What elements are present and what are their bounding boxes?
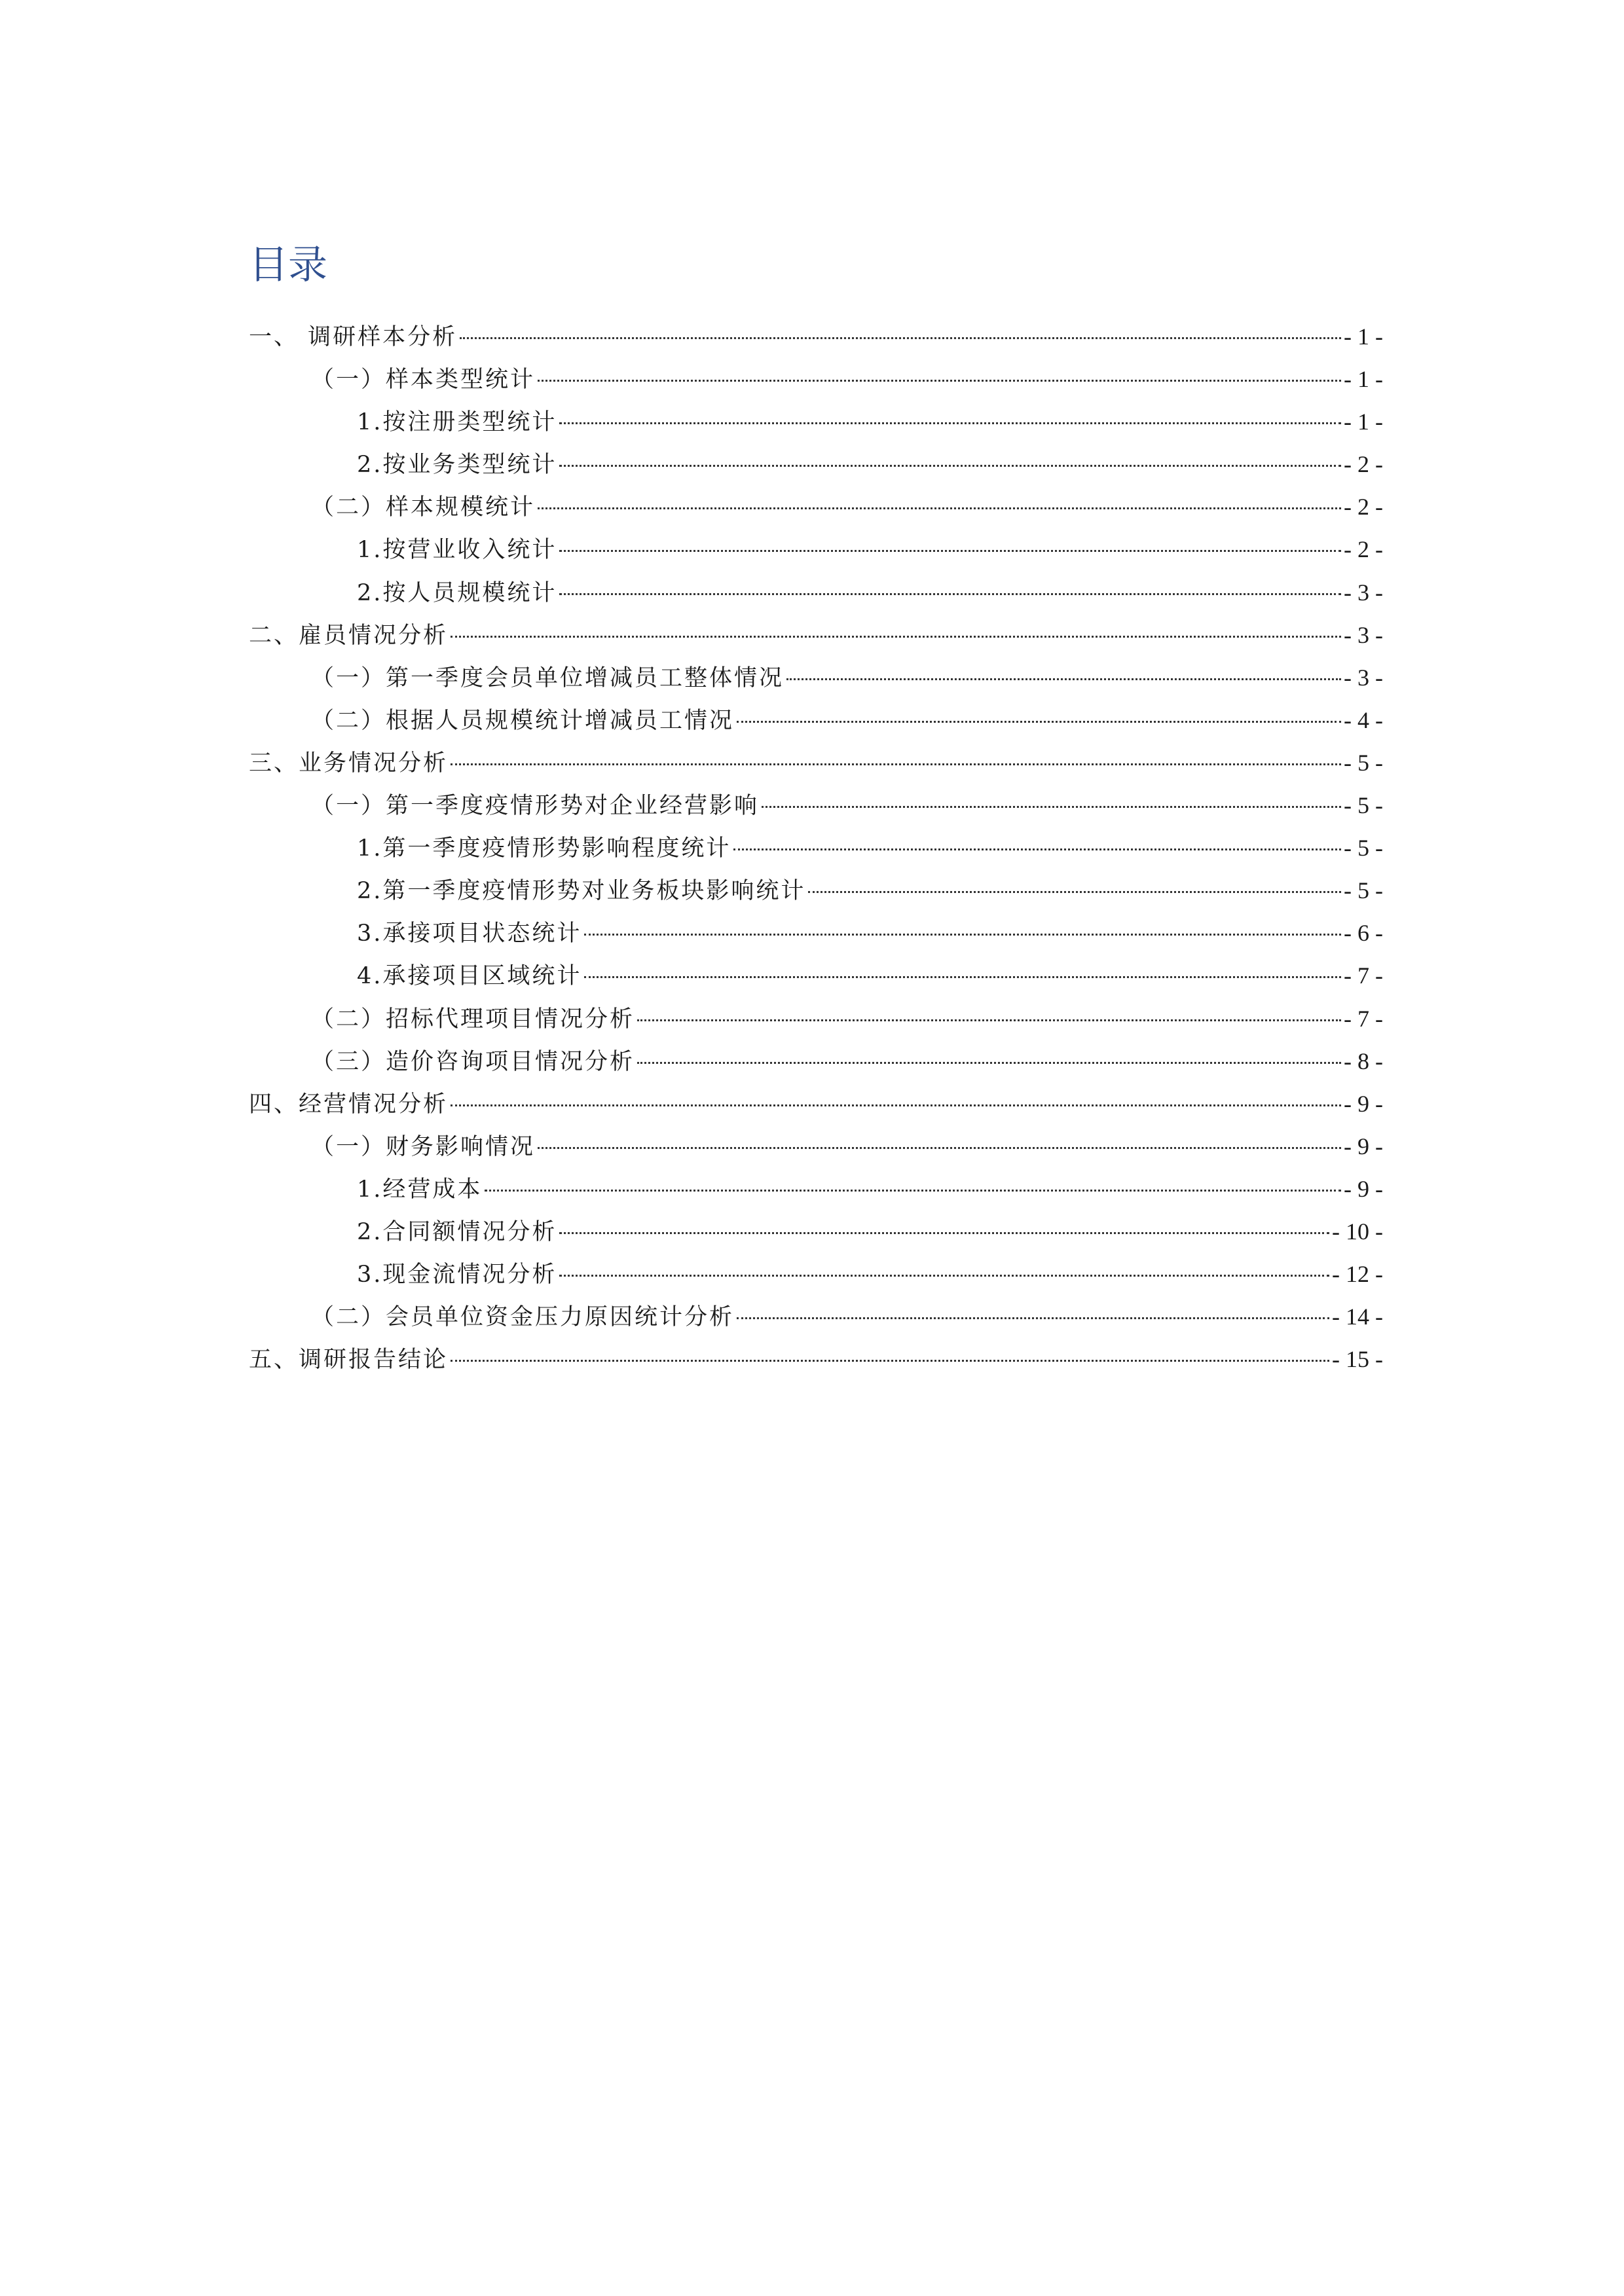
toc-dot-leader	[559, 593, 1341, 595]
toc-dot-leader	[538, 380, 1341, 382]
toc-entry-page-number: - 5 -	[1344, 792, 1383, 819]
toc-entry-page-number: - 7 -	[1344, 1005, 1383, 1032]
toc-entry-page-number: - 7 -	[1344, 962, 1383, 989]
toc-entry[interactable]	[249, 486, 1383, 528]
toc-entry[interactable]	[249, 614, 1383, 657]
toc-entry[interactable]	[249, 1125, 1383, 1168]
toc-entry-label: （一）第一季度疫情形势对企业经营影响	[311, 793, 760, 820]
toc-dot-leader	[584, 976, 1341, 978]
toc-entry-label: （三）造价咨询项目情况分析	[311, 1048, 635, 1075]
toc-dot-leader	[451, 1104, 1341, 1106]
toc-entry-page-number: - 1 -	[1344, 366, 1383, 393]
toc-entry-label: （一）样本类型统计	[311, 367, 536, 393]
toc-entry-page-number: - 1 -	[1344, 323, 1383, 350]
toc-entry-label: 2.按人员规模统计	[357, 579, 557, 606]
toc-dot-leader	[584, 934, 1341, 936]
toc-entry[interactable]	[249, 912, 1383, 955]
toc-entry-label: 2.第一季度疫情形势对业务板块影响统计	[357, 878, 806, 905]
toc-entry-page-number: - 2 -	[1344, 536, 1383, 563]
toc-entry[interactable]	[249, 1338, 1383, 1381]
toc-entry-label: 三、业务情况分析	[249, 750, 449, 776]
toc-entry[interactable]	[249, 1168, 1383, 1211]
toc-entry-page-number: - 14 -	[1332, 1303, 1383, 1330]
toc-entry-page-number: - 4 -	[1344, 706, 1383, 733]
toc-entry-label: 1.第一季度疫情形势影响程度统计	[357, 835, 731, 862]
toc-entry-label: 2.按业务类型统计	[357, 452, 557, 479]
toc-entry-label: （二）招标代理项目情况分析	[311, 1006, 635, 1032]
toc-dot-leader	[737, 1317, 1329, 1319]
toc-dot-leader	[637, 1019, 1341, 1021]
toc-entry-label: 五、调研报告结论	[249, 1347, 449, 1374]
toc-list	[249, 316, 1383, 1381]
toc-entry-page-number: - 1 -	[1344, 409, 1383, 435]
toc-dot-leader	[451, 763, 1341, 765]
toc-entry[interactable]	[249, 528, 1383, 571]
toc-entry-page-number: - 5 -	[1344, 877, 1383, 904]
toc-entry[interactable]	[249, 784, 1383, 827]
toc-entry-label: （二）样本规模统计	[311, 494, 536, 521]
toc-entry-label: 1.按营业收入统计	[357, 537, 557, 564]
toc-dot-leader	[451, 1360, 1329, 1362]
toc-dot-leader	[460, 337, 1341, 339]
toc-entry[interactable]	[249, 742, 1383, 784]
toc-entry[interactable]	[249, 1040, 1383, 1083]
toc-entry[interactable]	[249, 699, 1383, 742]
toc-entry-label: 二、雇员情况分析	[249, 622, 449, 649]
toc-entry[interactable]	[249, 358, 1383, 401]
toc-entry[interactable]	[249, 955, 1383, 997]
toc-entry-page-number: - 3 -	[1344, 621, 1383, 648]
toc-entry-label: 3.现金流情况分析	[357, 1262, 557, 1288]
toc-entry-page-number: - 3 -	[1344, 579, 1383, 606]
toc-entry-page-number: - 9 -	[1344, 1175, 1383, 1202]
toc-entry-page-number: - 12 -	[1332, 1261, 1383, 1288]
toc-dot-leader	[559, 550, 1341, 552]
toc-entry-label: 1.按注册类型统计	[357, 409, 557, 436]
toc-entry-label: 2.合同额情况分析	[357, 1218, 557, 1245]
toc-entry[interactable]	[249, 1083, 1383, 1125]
toc-entry-page-number: - 6 -	[1344, 920, 1383, 947]
toc-entry[interactable]	[249, 572, 1383, 614]
toc-dot-leader	[485, 1190, 1341, 1192]
toc-entry[interactable]	[249, 998, 1383, 1040]
toc-title: 目录	[249, 242, 327, 288]
toc-entry-label: （一）第一季度会员单位增减员工整体情况	[311, 665, 784, 691]
toc-entry[interactable]	[249, 1253, 1383, 1296]
toc-entry-page-number: - 5 -	[1344, 835, 1383, 862]
toc-entry-page-number: - 10 -	[1332, 1218, 1383, 1245]
toc-entry-label: 四、经营情况分析	[249, 1091, 449, 1118]
toc-dot-leader	[786, 678, 1341, 680]
toc-entry-label: 4.承接项目区域统计	[357, 963, 582, 990]
toc-entry-page-number: - 2 -	[1344, 494, 1383, 520]
toc-dot-leader	[559, 465, 1341, 467]
toc-dot-leader	[733, 848, 1341, 850]
toc-entry-label: （一）财务影响情况	[311, 1133, 536, 1160]
toc-dot-leader	[451, 636, 1341, 638]
toc-entry[interactable]	[249, 869, 1383, 912]
toc-entry-page-number: - 2 -	[1344, 451, 1383, 478]
toc-entry[interactable]	[249, 657, 1383, 699]
toc-entry-page-number: - 5 -	[1344, 749, 1383, 776]
toc-dot-leader	[538, 1147, 1341, 1149]
toc-dot-leader	[538, 507, 1341, 509]
toc-dot-leader	[559, 1275, 1329, 1277]
toc-entry[interactable]	[249, 827, 1383, 869]
toc-entry-page-number: - 15 -	[1332, 1346, 1383, 1373]
toc-entry[interactable]	[249, 1296, 1383, 1338]
toc-entry-page-number: - 8 -	[1344, 1048, 1383, 1074]
toc-entry[interactable]	[249, 443, 1383, 486]
toc-entry-label: （二）会员单位资金压力原因统计分析	[311, 1304, 735, 1331]
toc-entry[interactable]	[249, 316, 1383, 358]
toc-entry-page-number: - 9 -	[1344, 1133, 1383, 1159]
toc-entry-label: （二）根据人员规模统计增减员工情况	[311, 707, 735, 734]
toc-entry-page-number: - 3 -	[1344, 664, 1383, 691]
toc-entry[interactable]	[249, 401, 1383, 443]
toc-entry-label: 1.经营成本	[357, 1176, 483, 1203]
toc-dot-leader	[559, 1232, 1329, 1234]
toc-dot-leader	[808, 891, 1341, 893]
toc-entry-label: 3.承接项目状态统计	[357, 920, 582, 947]
toc-dot-leader	[762, 806, 1341, 808]
toc-dot-leader	[559, 422, 1341, 424]
toc-entry-label: 一、 调研样本分析	[249, 324, 458, 350]
toc-entry[interactable]	[249, 1211, 1383, 1253]
toc-dot-leader	[637, 1062, 1341, 1064]
toc-dot-leader	[737, 721, 1341, 723]
toc-entry-page-number: - 9 -	[1344, 1090, 1383, 1117]
